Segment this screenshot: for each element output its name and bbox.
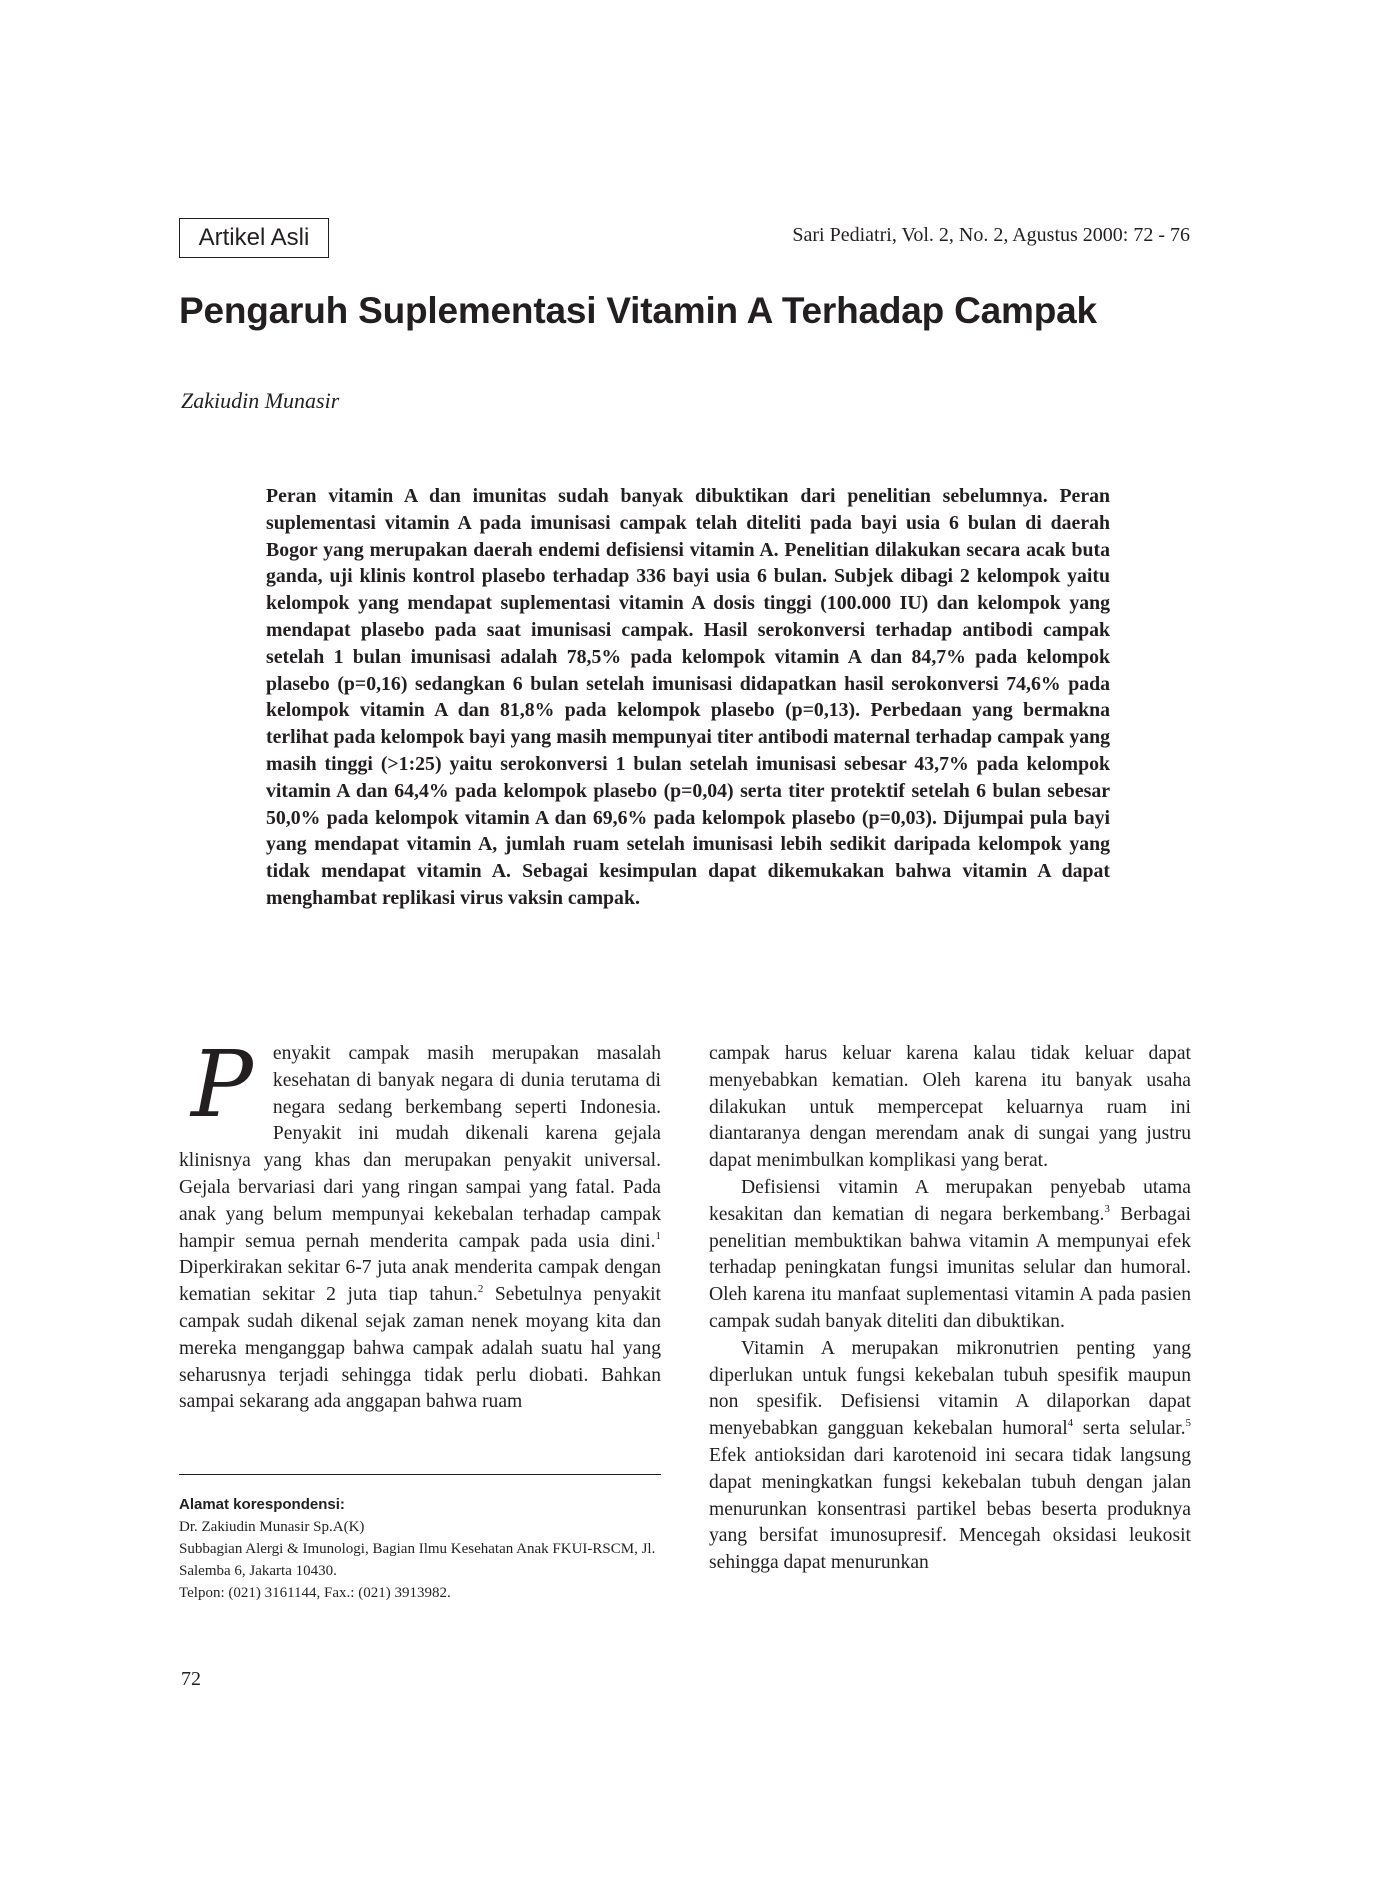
body-paragraph — [709, 1175, 1191, 1336]
journal-citation: Sari Pediatri, Vol. 2, No. 2, Agustus 2000: 72 - 76 — [792, 224, 1190, 246]
body-paragraph — [709, 1336, 1191, 1577]
footnote-divider — [179, 1474, 661, 1475]
body-text: Berbagai penelitian membuktikan bahwa vitamin A mempunyai efek terhadap peningkatan fungsi imunitas selular dan humoral. Oleh karena itu manfaat suplementasi vitamin A pada pasien campak sudah banyak diteliti dan dibuktikan. — [709, 1203, 1191, 1332]
article-title: Pengaruh Suplementasi Vitamin A Terhadap Campak — [179, 290, 1097, 331]
correspondence-affiliation: Subbagian Alergi & Imunologi, Bagian Ilmu Kesehatan Anak FKUI-RSCM, Jl. Salemba 6, Jakarta 10430. — [179, 1541, 656, 1579]
body-text: Sebetulnya penyakit campak sudah dikenal sejak zaman nenek moyang kita dan mereka menganggap bahwa campak adalah suatu hal yang seharusnya terjadi sehingga tidak perlu diobati. Bahkan sampai sekarang ada anggapan bahwa ruam — [179, 1284, 661, 1413]
body-paragraph: campak harus keluar karena kalau tidak keluar dapat menyebabkan kematian. Oleh karena itu banyak usaha dilakukan untuk mempercepat keluarnya ruam ini diantaranya dengan merendam anak di sungai yang justru dapat menimbulkan komplikasi yang berat. — [709, 1043, 1191, 1172]
body-paragraph — [179, 1031, 661, 1416]
reference-marker: 4 — [1067, 1417, 1074, 1430]
correspondence-contact: Telpon: (021) 3161144, Fax.: (021) 3913982. — [179, 1585, 451, 1601]
page-number: 72 — [181, 1668, 201, 1690]
body-text: enyakit campak masih merupakan masalah kesehatan di banyak negara di dunia terutama di negara sedang berkembang seperti Indonesia. Penyakit ini mudah dikenali karena gejala klinisnya yang khas dan merupakan penyakit universal. Gejala bervariasi dari yang ringan sampai yang fatal. Pada anak yang belum mempunyai kekebalan terhadap campak hampir semua pernah menderita campak pada usia dini. — [179, 1043, 661, 1252]
correspondence-heading: Alamat korespondensi: — [179, 1496, 345, 1513]
body-text: serta selular. — [1073, 1418, 1186, 1440]
reference-marker: 2 — [477, 1283, 484, 1296]
article-author: Zakiudin Munasir — [181, 388, 340, 413]
correspondence-name: Dr. Zakiudin Munasir Sp.A(K) — [179, 1519, 365, 1535]
reference-marker: 5 — [1185, 1417, 1191, 1430]
article-type-label: Artikel Asli — [198, 224, 310, 251]
body-text: Diperkirakan sekitar 6-7 juta anak menderita campak dengan kematian sekitar 2 juta tiap tahun. — [179, 1257, 661, 1306]
body-column-left — [179, 1031, 661, 1416]
correspondence-block — [179, 1494, 661, 1604]
article-type-badge — [179, 218, 329, 258]
reference-marker: 1 — [655, 1229, 661, 1242]
body-text: Defisiensi vitamin A merupakan penyebab utama kesakitan dan kematian di negara berkembang. — [709, 1176, 1191, 1225]
body-column-right — [709, 1041, 1191, 1577]
drop-cap: P — [191, 1031, 253, 1138]
body-text: Vitamin A merupakan mikronutrien penting yang diperlukan untuk fungsi kekebalan tubuh spesifik maupun non spesifik. Defisiensi vitamin A dilaporkan dapat menyebabkan gangguan kekebalan humoral — [709, 1337, 1191, 1440]
body-text: Efek antioksidan dari karotenoid ini secara tidak langsung dapat meningkatkan fungsi kekebalan tubuh dengan jalan menurunkan konsentrasi partikel bebas beserta produknya yang bersifat imunosupresif. Mencegah oksidasi leukosit sehingga dapat menurunkan — [709, 1444, 1191, 1574]
abstract: Peran vitamin A dan imunitas sudah banyak dibuktikan dari penelitian sebelumnya. Peran suplementasi vitamin A pada imunisasi campak telah diteliti pada bayi usia 6 bulan di daerah Bogor yang merupakan daerah endemi defisiensi vitamin A. Penelitian dilakukan secara acak buta ganda, uji klinis kontrol plasebo terhadap 336 bayi usia 6 bulan. Subjek dibagi 2 kelompok yaitu kelompok yang mendapat suplementasi vitamin A dosis tinggi (100.000 IU) dan kelompok yang mendapat plasebo pada saat imunisasi campak. Hasil serokonversi terhadap antibodi campak setelah 1 bulan imunisasi adalah 78,5% pada kelompok vitamin A dan 84,7% pada kelompok plasebo (p=0,16) sedangkan 6 bulan setelah imunisasi didapatkan hasil serokonversi 74,6% pada kelompok vitamin A dan 81,8% pada kelompok plasebo (p=0,13). Perbedaan yang bermakna terlihat pada kelompok bayi yang masih mempunyai titer antibodi maternal terhadap campak yang masih tinggi (>1:25) yaitu serokonversi 1 bulan setelah imunisasi sebesar 43,7% pada kelompok vitamin A dan 64,4% pada kelompok plasebo (p=0,04) serta titer protektif setelah 6 bulan sebesar 50,0% pada kelompok vitamin A dan 69,6% pada kelompok plasebo (p=0,03). Dijumpai pula bayi yang mendapat vitamin A, jumlah ruam setelah imunisasi lebih sedikit daripada kelompok yang tidak mendapat vitamin A. Sebagai kesimpulan dapat dikemukakan bahwa vitamin A dapat menghambat replikasi virus vaksin campak. — [266, 485, 1110, 909]
reference-marker: 3 — [1104, 1202, 1110, 1215]
